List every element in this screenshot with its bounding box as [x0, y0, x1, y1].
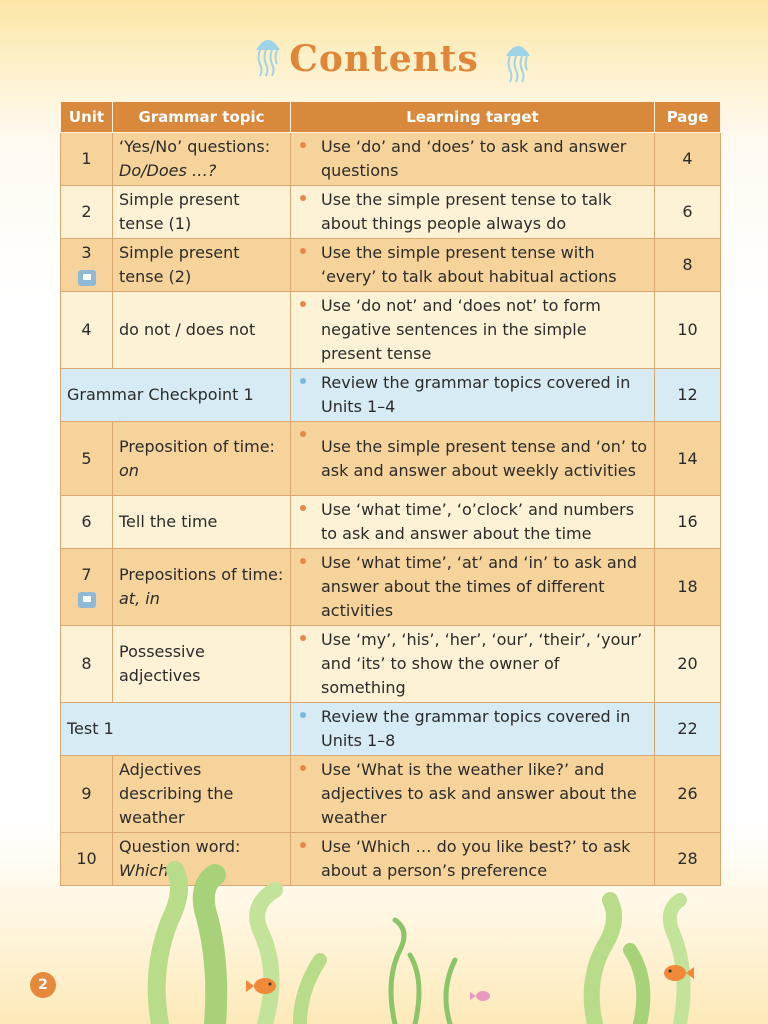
- table-row-unit-2[interactable]: [61, 186, 721, 239]
- table-row-unit-4[interactable]: [61, 292, 721, 369]
- bullet-icon: [300, 558, 306, 564]
- test-label: Test 1: [61, 703, 291, 756]
- grammar-topic: Simple present tense (2): [113, 239, 291, 292]
- learning-target: Use ‘what time’, ‘o’clock’ and numbers to ask and answer about the time: [291, 496, 655, 549]
- grammar-topic: Preposition of time: on: [113, 422, 291, 496]
- unit-number: 8: [61, 626, 113, 703]
- bullet-icon: [300, 301, 306, 307]
- page-number-cell[interactable]: 14: [655, 422, 721, 496]
- unit-number: 10: [61, 833, 113, 886]
- grammar-topic: Question word: Which: [113, 833, 291, 886]
- page-number-cell[interactable]: 20: [655, 626, 721, 703]
- learning-target: Use ‘What is the weather like?’ and adjectives to ask and answer about the weather: [291, 756, 655, 833]
- unit-number: 6: [61, 496, 113, 549]
- bullet-icon: [300, 378, 306, 384]
- unit-number: 4: [61, 292, 113, 369]
- bullet-icon: [300, 431, 306, 437]
- bullet-icon: [300, 712, 306, 718]
- bullet-icon: [300, 248, 306, 254]
- unit-number: 7: [61, 549, 113, 626]
- learning-target: Use ‘do’ and ‘does’ to ask and answer questions: [291, 133, 655, 186]
- learning-target: Use ‘what time’, ‘at’ and ‘in’ to ask and answer about the times of different activities: [291, 549, 655, 626]
- page-number-cell[interactable]: 4: [655, 133, 721, 186]
- unit-number: 9: [61, 756, 113, 833]
- seaweed-decoration: [0, 860, 768, 1024]
- grammar-topic: Adjectives describing the weather: [113, 756, 291, 833]
- table-row-unit-5[interactable]: [61, 422, 721, 496]
- fish-icon: [246, 978, 276, 994]
- unit-number: 2: [61, 186, 113, 239]
- grammar-topic: Tell the time: [113, 496, 291, 549]
- grammar-topic: do not / does not: [113, 292, 291, 369]
- page-number-cell[interactable]: 18: [655, 549, 721, 626]
- table-row-test-1[interactable]: [61, 703, 721, 756]
- header-learning-target: Learning target: [291, 102, 655, 133]
- page-number-cell[interactable]: 12: [655, 369, 721, 422]
- learning-target: Use ‘Which … do you like best?’ to ask about a person’s preference: [291, 833, 655, 886]
- table-row-unit-7[interactable]: [61, 549, 721, 626]
- qr-video-icon[interactable]: [78, 592, 96, 608]
- learning-target: Use ‘do not’ and ‘does not’ to form negative sentences in the simple present tense: [291, 292, 655, 369]
- table-row-unit-8[interactable]: [61, 626, 721, 703]
- unit-number: 1: [61, 133, 113, 186]
- unit-number: 5: [61, 422, 113, 496]
- bullet-icon: [300, 765, 306, 771]
- unit-number: 3: [61, 239, 113, 292]
- table-row-unit-9[interactable]: [61, 756, 721, 833]
- page-number-cell[interactable]: 6: [655, 186, 721, 239]
- page-number-cell[interactable]: 28: [655, 833, 721, 886]
- page-title: Contents: [289, 38, 479, 80]
- grammar-topic: Possessive adjectives: [113, 626, 291, 703]
- page-number-cell[interactable]: 26: [655, 756, 721, 833]
- bullet-icon: [300, 505, 306, 511]
- page-number-cell[interactable]: 16: [655, 496, 721, 549]
- header-grammar-topic: Grammar topic: [113, 102, 291, 133]
- bullet-icon: [300, 635, 306, 641]
- bullet-icon: [300, 195, 306, 201]
- table-header: [61, 102, 721, 133]
- fish-icon: [470, 991, 490, 1001]
- header-unit: Unit: [61, 102, 113, 133]
- learning-target: Use the simple present tense with ‘every’ to talk about habitual actions: [291, 239, 655, 292]
- table-row-checkpoint-1[interactable]: [61, 369, 721, 422]
- bullet-icon: [300, 142, 306, 148]
- header-page: Page: [655, 102, 721, 133]
- grammar-topic: ‘Yes/No’ questions: Do/Does …?: [113, 133, 291, 186]
- table-row-unit-6[interactable]: [61, 496, 721, 549]
- page-number-cell[interactable]: 8: [655, 239, 721, 292]
- learning-target: Use the simple present tense to talk about things people always do: [291, 186, 655, 239]
- checkpoint-label: Grammar Checkpoint 1: [61, 369, 291, 422]
- learning-target: Use the simple present tense and ‘on’ to ask and answer about weekly activities: [291, 422, 655, 496]
- grammar-topic: Prepositions of time: at, in: [113, 549, 291, 626]
- page-number-cell[interactable]: 10: [655, 292, 721, 369]
- page-number-badge: 2: [30, 972, 56, 998]
- page-number-cell[interactable]: 22: [655, 703, 721, 756]
- learning-target: Review the grammar topics covered in Units 1–8: [291, 703, 655, 756]
- learning-target: Review the grammar topics covered in Units 1–4: [291, 369, 655, 422]
- table-row-unit-3[interactable]: [61, 239, 721, 292]
- contents-table: [60, 101, 721, 886]
- table-row-unit-1[interactable]: [61, 133, 721, 186]
- bullet-icon: [300, 842, 306, 848]
- qr-video-icon[interactable]: [78, 270, 96, 286]
- grammar-topic: Simple present tense (1): [113, 186, 291, 239]
- learning-target: Use ‘my’, ‘his’, ‘her’, ‘our’, ‘their’, ‘your’ and ‘its’ to show the owner of something: [291, 626, 655, 703]
- jellyfish-right-icon: [504, 40, 532, 84]
